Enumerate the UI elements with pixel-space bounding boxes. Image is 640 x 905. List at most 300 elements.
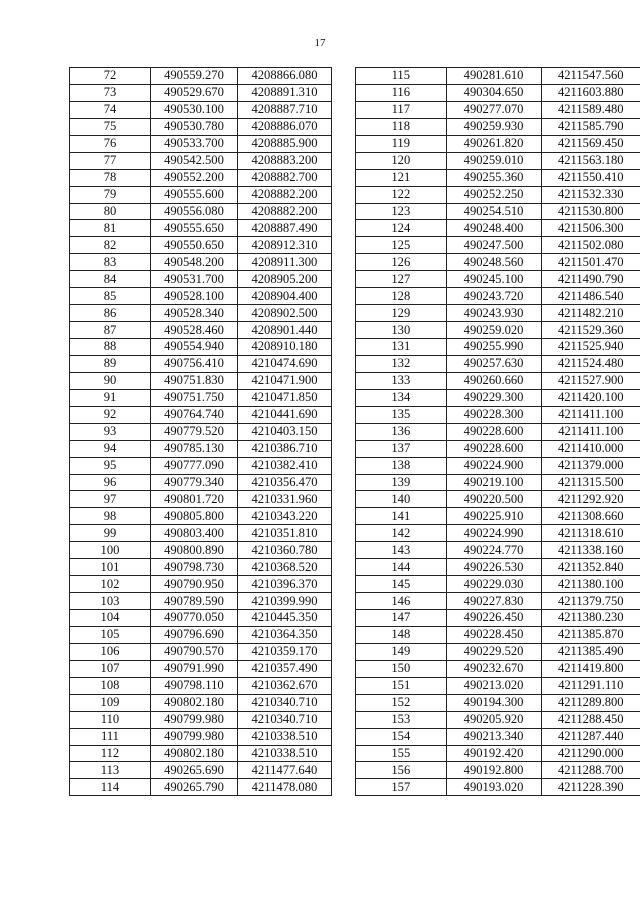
x-coordinate-cell: 490243.930 bbox=[446, 305, 541, 322]
x-coordinate-cell: 490192.800 bbox=[446, 762, 541, 779]
point-number-cell: 144 bbox=[356, 559, 447, 576]
x-coordinate-cell: 490550.650 bbox=[151, 237, 238, 254]
point-number-cell: 96 bbox=[70, 474, 151, 491]
point-number-cell: 137 bbox=[356, 440, 447, 457]
point-number-cell: 114 bbox=[70, 779, 151, 796]
point-number-cell: 119 bbox=[356, 135, 447, 152]
y-coordinate-cell: 4210331.960 bbox=[238, 491, 332, 508]
point-number-cell: 150 bbox=[356, 660, 447, 677]
x-coordinate-cell: 490805.800 bbox=[151, 508, 238, 525]
y-coordinate-cell: 4210399.990 bbox=[238, 593, 332, 610]
y-coordinate-cell: 4211379.000 bbox=[541, 457, 640, 474]
point-number-cell: 135 bbox=[356, 406, 447, 423]
table-row bbox=[356, 576, 640, 593]
table-row bbox=[70, 694, 332, 711]
table-row bbox=[70, 203, 332, 220]
x-coordinate-cell: 490764.740 bbox=[151, 406, 238, 423]
point-number-cell: 149 bbox=[356, 643, 447, 660]
table-row bbox=[70, 643, 332, 660]
table-row bbox=[70, 389, 332, 406]
table-row bbox=[70, 305, 332, 322]
x-coordinate-cell: 490228.300 bbox=[446, 406, 541, 423]
y-coordinate-cell: 4210357.490 bbox=[238, 660, 332, 677]
y-coordinate-cell: 4211385.870 bbox=[541, 626, 640, 643]
x-coordinate-cell: 490751.750 bbox=[151, 389, 238, 406]
y-coordinate-cell: 4211289.800 bbox=[541, 694, 640, 711]
x-coordinate-cell: 490770.050 bbox=[151, 610, 238, 627]
x-coordinate-cell: 490213.020 bbox=[446, 677, 541, 694]
table-row bbox=[70, 728, 332, 745]
y-coordinate-cell: 4210441.690 bbox=[238, 406, 332, 423]
y-coordinate-cell: 4208902.500 bbox=[238, 305, 332, 322]
table-row bbox=[356, 728, 640, 745]
point-number-cell: 85 bbox=[70, 288, 151, 305]
y-coordinate-cell: 4210445.350 bbox=[238, 610, 332, 627]
table-row bbox=[70, 711, 332, 728]
y-coordinate-cell: 4208885.900 bbox=[238, 135, 332, 152]
table-row bbox=[356, 220, 640, 237]
table-row bbox=[356, 152, 640, 169]
table-row bbox=[356, 626, 640, 643]
y-coordinate-cell: 4211291.110 bbox=[541, 677, 640, 694]
point-number-cell: 152 bbox=[356, 694, 447, 711]
x-coordinate-cell: 490529.670 bbox=[151, 84, 238, 101]
page-number: 17 bbox=[314, 37, 326, 49]
point-number-cell: 125 bbox=[356, 237, 447, 254]
y-coordinate-cell: 4211318.610 bbox=[541, 525, 640, 542]
x-coordinate-cell: 490259.020 bbox=[446, 322, 541, 339]
y-coordinate-cell: 4208910.180 bbox=[238, 339, 332, 356]
point-number-cell: 105 bbox=[70, 626, 151, 643]
y-coordinate-cell: 4210364.350 bbox=[238, 626, 332, 643]
y-coordinate-cell: 4208882.200 bbox=[238, 203, 332, 220]
point-number-cell: 112 bbox=[70, 745, 151, 762]
point-number-cell: 134 bbox=[356, 389, 447, 406]
y-coordinate-cell: 4211525.940 bbox=[541, 339, 640, 356]
y-coordinate-cell: 4211228.390 bbox=[541, 779, 640, 796]
point-number-cell: 113 bbox=[70, 762, 151, 779]
y-coordinate-cell: 4211563.180 bbox=[541, 152, 640, 169]
point-number-cell: 92 bbox=[70, 406, 151, 423]
x-coordinate-cell: 490229.030 bbox=[446, 576, 541, 593]
point-number-cell: 78 bbox=[70, 169, 151, 186]
x-coordinate-cell: 490205.920 bbox=[446, 711, 541, 728]
y-coordinate-cell: 4211532.330 bbox=[541, 186, 640, 203]
table-row bbox=[356, 339, 640, 356]
point-number-cell: 157 bbox=[356, 779, 447, 796]
x-coordinate-cell: 490257.630 bbox=[446, 355, 541, 372]
table-row bbox=[356, 68, 640, 85]
table-row bbox=[356, 440, 640, 457]
x-coordinate-cell: 490799.980 bbox=[151, 711, 238, 728]
x-coordinate-cell: 490226.530 bbox=[446, 559, 541, 576]
point-number-cell: 122 bbox=[356, 186, 447, 203]
point-number-cell: 107 bbox=[70, 660, 151, 677]
y-coordinate-cell: 4208887.490 bbox=[238, 220, 332, 237]
table-row bbox=[356, 779, 640, 796]
table-row bbox=[356, 711, 640, 728]
x-coordinate-cell: 490530.100 bbox=[151, 101, 238, 118]
point-number-cell: 141 bbox=[356, 508, 447, 525]
y-coordinate-cell: 4210396.370 bbox=[238, 576, 332, 593]
y-coordinate-cell: 4211478.080 bbox=[238, 779, 332, 796]
table-row bbox=[356, 355, 640, 372]
table-row bbox=[356, 491, 640, 508]
table-row bbox=[356, 237, 640, 254]
y-coordinate-cell: 4210471.850 bbox=[238, 389, 332, 406]
x-coordinate-cell: 490789.590 bbox=[151, 593, 238, 610]
coordinates-table-right bbox=[355, 67, 640, 796]
point-number-cell: 147 bbox=[356, 610, 447, 627]
y-coordinate-cell: 4211506.300 bbox=[541, 220, 640, 237]
y-coordinate-cell: 4208882.200 bbox=[238, 186, 332, 203]
y-coordinate-cell: 4210368.520 bbox=[238, 559, 332, 576]
y-coordinate-cell: 4210356.470 bbox=[238, 474, 332, 491]
y-coordinate-cell: 4208912.310 bbox=[238, 237, 332, 254]
table-row bbox=[70, 745, 332, 762]
table-row bbox=[356, 288, 640, 305]
point-number-cell: 104 bbox=[70, 610, 151, 627]
point-number-cell: 143 bbox=[356, 542, 447, 559]
point-number-cell: 99 bbox=[70, 525, 151, 542]
y-coordinate-cell: 4208905.200 bbox=[238, 271, 332, 288]
point-number-cell: 102 bbox=[70, 576, 151, 593]
point-number-cell: 106 bbox=[70, 643, 151, 660]
table-row bbox=[70, 508, 332, 525]
y-coordinate-cell: 4211477.640 bbox=[238, 762, 332, 779]
point-number-cell: 124 bbox=[356, 220, 447, 237]
point-number-cell: 81 bbox=[70, 220, 151, 237]
table-row bbox=[356, 593, 640, 610]
x-coordinate-cell: 490228.600 bbox=[446, 423, 541, 440]
x-coordinate-cell: 490193.020 bbox=[446, 779, 541, 796]
table-row bbox=[70, 220, 332, 237]
point-number-cell: 77 bbox=[70, 152, 151, 169]
x-coordinate-cell: 490530.780 bbox=[151, 118, 238, 135]
point-number-cell: 140 bbox=[356, 491, 447, 508]
x-coordinate-cell: 490248.560 bbox=[446, 254, 541, 271]
point-number-cell: 126 bbox=[356, 254, 447, 271]
point-number-cell: 109 bbox=[70, 694, 151, 711]
table-row bbox=[356, 643, 640, 660]
x-coordinate-cell: 490803.400 bbox=[151, 525, 238, 542]
table-row bbox=[70, 152, 332, 169]
point-number-cell: 156 bbox=[356, 762, 447, 779]
table-row bbox=[356, 406, 640, 423]
y-coordinate-cell: 4210338.510 bbox=[238, 745, 332, 762]
x-coordinate-cell: 490542.500 bbox=[151, 152, 238, 169]
point-number-cell: 136 bbox=[356, 423, 447, 440]
point-number-cell: 123 bbox=[356, 203, 447, 220]
x-coordinate-cell: 490801.720 bbox=[151, 491, 238, 508]
point-number-cell: 83 bbox=[70, 254, 151, 271]
y-coordinate-cell: 4211380.100 bbox=[541, 576, 640, 593]
table-row bbox=[70, 84, 332, 101]
x-coordinate-cell: 490229.520 bbox=[446, 643, 541, 660]
table-row bbox=[356, 474, 640, 491]
x-coordinate-cell: 490245.100 bbox=[446, 271, 541, 288]
point-number-cell: 100 bbox=[70, 542, 151, 559]
x-coordinate-cell: 490194.300 bbox=[446, 694, 541, 711]
table-row bbox=[70, 322, 332, 339]
y-coordinate-cell: 4210343.220 bbox=[238, 508, 332, 525]
point-number-cell: 79 bbox=[70, 186, 151, 203]
point-number-cell: 73 bbox=[70, 84, 151, 101]
point-number-cell: 117 bbox=[356, 101, 447, 118]
y-coordinate-cell: 4211603.880 bbox=[541, 84, 640, 101]
point-number-cell: 74 bbox=[70, 101, 151, 118]
x-coordinate-cell: 490799.980 bbox=[151, 728, 238, 745]
point-number-cell: 145 bbox=[356, 576, 447, 593]
table-row bbox=[70, 288, 332, 305]
table-row bbox=[70, 355, 332, 372]
x-coordinate-cell: 490756.410 bbox=[151, 355, 238, 372]
y-coordinate-cell: 4211501.470 bbox=[541, 254, 640, 271]
x-coordinate-cell: 490777.090 bbox=[151, 457, 238, 474]
x-coordinate-cell: 490265.690 bbox=[151, 762, 238, 779]
x-coordinate-cell: 490552.200 bbox=[151, 169, 238, 186]
point-number-cell: 93 bbox=[70, 423, 151, 440]
table-row bbox=[356, 745, 640, 762]
table-row bbox=[356, 271, 640, 288]
table-row bbox=[70, 101, 332, 118]
table-row bbox=[70, 68, 332, 85]
y-coordinate-cell: 4211288.700 bbox=[541, 762, 640, 779]
x-coordinate-cell: 490779.340 bbox=[151, 474, 238, 491]
x-coordinate-cell: 490791.990 bbox=[151, 660, 238, 677]
y-coordinate-cell: 4211352.840 bbox=[541, 559, 640, 576]
table-row bbox=[356, 203, 640, 220]
point-number-cell: 90 bbox=[70, 372, 151, 389]
point-number-cell: 138 bbox=[356, 457, 447, 474]
y-coordinate-cell: 4211530.800 bbox=[541, 203, 640, 220]
x-coordinate-cell: 490228.600 bbox=[446, 440, 541, 457]
x-coordinate-cell: 490254.510 bbox=[446, 203, 541, 220]
x-coordinate-cell: 490548.200 bbox=[151, 254, 238, 271]
point-number-cell: 121 bbox=[356, 169, 447, 186]
y-coordinate-cell: 4211308.660 bbox=[541, 508, 640, 525]
y-coordinate-cell: 4211502.080 bbox=[541, 237, 640, 254]
table-row bbox=[70, 423, 332, 440]
table-row bbox=[70, 626, 332, 643]
point-number-cell: 110 bbox=[70, 711, 151, 728]
point-number-cell: 120 bbox=[356, 152, 447, 169]
table-row bbox=[70, 525, 332, 542]
y-coordinate-cell: 4211419.800 bbox=[541, 660, 640, 677]
y-coordinate-cell: 4210362.670 bbox=[238, 677, 332, 694]
point-number-cell: 72 bbox=[70, 68, 151, 85]
y-coordinate-cell: 4210386.710 bbox=[238, 440, 332, 457]
y-coordinate-cell: 4211288.450 bbox=[541, 711, 640, 728]
point-number-cell: 91 bbox=[70, 389, 151, 406]
point-number-cell: 130 bbox=[356, 322, 447, 339]
x-coordinate-cell: 490802.180 bbox=[151, 745, 238, 762]
point-number-cell: 76 bbox=[70, 135, 151, 152]
x-coordinate-cell: 490528.460 bbox=[151, 322, 238, 339]
x-coordinate-cell: 490790.950 bbox=[151, 576, 238, 593]
x-coordinate-cell: 490559.270 bbox=[151, 68, 238, 85]
x-coordinate-cell: 490225.910 bbox=[446, 508, 541, 525]
x-coordinate-cell: 490255.360 bbox=[446, 169, 541, 186]
y-coordinate-cell: 4210338.510 bbox=[238, 728, 332, 745]
table-row bbox=[70, 406, 332, 423]
table-row bbox=[356, 423, 640, 440]
y-coordinate-cell: 4211290.000 bbox=[541, 745, 640, 762]
x-coordinate-cell: 490247.500 bbox=[446, 237, 541, 254]
point-number-cell: 98 bbox=[70, 508, 151, 525]
point-number-cell: 103 bbox=[70, 593, 151, 610]
table-row bbox=[356, 694, 640, 711]
table-row bbox=[356, 762, 640, 779]
y-coordinate-cell: 4211420.100 bbox=[541, 389, 640, 406]
point-number-cell: 89 bbox=[70, 355, 151, 372]
y-coordinate-cell: 4211379.750 bbox=[541, 593, 640, 610]
y-coordinate-cell: 4211292.920 bbox=[541, 491, 640, 508]
x-coordinate-cell: 490220.500 bbox=[446, 491, 541, 508]
point-number-cell: 142 bbox=[356, 525, 447, 542]
point-number-cell: 86 bbox=[70, 305, 151, 322]
table-row bbox=[356, 559, 640, 576]
point-number-cell: 108 bbox=[70, 677, 151, 694]
x-coordinate-cell: 490259.010 bbox=[446, 152, 541, 169]
x-coordinate-cell: 490802.180 bbox=[151, 694, 238, 711]
y-coordinate-cell: 4208866.080 bbox=[238, 68, 332, 85]
table-row bbox=[356, 508, 640, 525]
table-row bbox=[70, 135, 332, 152]
point-number-cell: 82 bbox=[70, 237, 151, 254]
y-coordinate-cell: 4211529.360 bbox=[541, 322, 640, 339]
x-coordinate-cell: 490227.830 bbox=[446, 593, 541, 610]
y-coordinate-cell: 4211550.410 bbox=[541, 169, 640, 186]
table-row bbox=[70, 271, 332, 288]
x-coordinate-cell: 490800.890 bbox=[151, 542, 238, 559]
table-row bbox=[356, 322, 640, 339]
x-coordinate-cell: 490779.520 bbox=[151, 423, 238, 440]
y-coordinate-cell: 4208911.300 bbox=[238, 254, 332, 271]
table-row bbox=[356, 135, 640, 152]
y-coordinate-cell: 4208887.710 bbox=[238, 101, 332, 118]
y-coordinate-cell: 4211524.480 bbox=[541, 355, 640, 372]
x-coordinate-cell: 490790.570 bbox=[151, 643, 238, 660]
point-number-cell: 154 bbox=[356, 728, 447, 745]
point-number-cell: 133 bbox=[356, 372, 447, 389]
y-coordinate-cell: 4211482.210 bbox=[541, 305, 640, 322]
x-coordinate-cell: 490226.450 bbox=[446, 610, 541, 627]
point-number-cell: 101 bbox=[70, 559, 151, 576]
table-row bbox=[356, 101, 640, 118]
table-row bbox=[356, 118, 640, 135]
y-coordinate-cell: 4208891.310 bbox=[238, 84, 332, 101]
y-coordinate-cell: 4211490.790 bbox=[541, 271, 640, 288]
x-coordinate-cell: 490232.670 bbox=[446, 660, 541, 677]
table-row bbox=[70, 542, 332, 559]
point-number-cell: 155 bbox=[356, 745, 447, 762]
y-coordinate-cell: 4211385.490 bbox=[541, 643, 640, 660]
table-row bbox=[70, 457, 332, 474]
table-row bbox=[356, 254, 640, 271]
x-coordinate-cell: 490785.130 bbox=[151, 440, 238, 457]
x-coordinate-cell: 490281.610 bbox=[446, 68, 541, 85]
point-number-cell: 131 bbox=[356, 339, 447, 356]
x-coordinate-cell: 490798.110 bbox=[151, 677, 238, 694]
y-coordinate-cell: 4211380.230 bbox=[541, 610, 640, 627]
point-number-cell: 118 bbox=[356, 118, 447, 135]
table-row bbox=[70, 610, 332, 627]
x-coordinate-cell: 490255.990 bbox=[446, 339, 541, 356]
table-row bbox=[70, 559, 332, 576]
table-row bbox=[356, 186, 640, 203]
x-coordinate-cell: 490252.250 bbox=[446, 186, 541, 203]
table-row bbox=[70, 440, 332, 457]
x-coordinate-cell: 490243.720 bbox=[446, 288, 541, 305]
point-number-cell: 87 bbox=[70, 322, 151, 339]
table-row bbox=[70, 779, 332, 796]
point-number-cell: 115 bbox=[356, 68, 447, 85]
y-coordinate-cell: 4211589.480 bbox=[541, 101, 640, 118]
point-number-cell: 127 bbox=[356, 271, 447, 288]
y-coordinate-cell: 4211411.100 bbox=[541, 406, 640, 423]
point-number-cell: 132 bbox=[356, 355, 447, 372]
x-coordinate-cell: 490219.100 bbox=[446, 474, 541, 491]
table-row bbox=[70, 186, 332, 203]
x-coordinate-cell: 490192.420 bbox=[446, 745, 541, 762]
y-coordinate-cell: 4210474.690 bbox=[238, 355, 332, 372]
point-number-cell: 94 bbox=[70, 440, 151, 457]
x-coordinate-cell: 490798.730 bbox=[151, 559, 238, 576]
x-coordinate-cell: 490554.940 bbox=[151, 339, 238, 356]
table-row bbox=[70, 677, 332, 694]
table-row bbox=[356, 457, 640, 474]
point-number-cell: 151 bbox=[356, 677, 447, 694]
y-coordinate-cell: 4208904.400 bbox=[238, 288, 332, 305]
y-coordinate-cell: 4210360.780 bbox=[238, 542, 332, 559]
coordinates-table-left bbox=[69, 67, 332, 796]
point-number-cell: 88 bbox=[70, 339, 151, 356]
y-coordinate-cell: 4210340.710 bbox=[238, 694, 332, 711]
table-row bbox=[70, 491, 332, 508]
x-coordinate-cell: 490224.990 bbox=[446, 525, 541, 542]
table-row bbox=[70, 576, 332, 593]
table-row bbox=[356, 677, 640, 694]
x-coordinate-cell: 490751.830 bbox=[151, 372, 238, 389]
table-row bbox=[70, 474, 332, 491]
table-row bbox=[70, 372, 332, 389]
y-coordinate-cell: 4210471.900 bbox=[238, 372, 332, 389]
y-coordinate-cell: 4211585.790 bbox=[541, 118, 640, 135]
table-row bbox=[70, 169, 332, 186]
x-coordinate-cell: 490556.080 bbox=[151, 203, 238, 220]
point-number-cell: 75 bbox=[70, 118, 151, 135]
x-coordinate-cell: 490248.400 bbox=[446, 220, 541, 237]
table-row bbox=[70, 660, 332, 677]
table-row bbox=[70, 118, 332, 135]
point-number-cell: 153 bbox=[356, 711, 447, 728]
table-row bbox=[356, 305, 640, 322]
x-coordinate-cell: 490304.650 bbox=[446, 84, 541, 101]
y-coordinate-cell: 4210359.170 bbox=[238, 643, 332, 660]
x-coordinate-cell: 490555.650 bbox=[151, 220, 238, 237]
y-coordinate-cell: 4208901.440 bbox=[238, 322, 332, 339]
y-coordinate-cell: 4210382.410 bbox=[238, 457, 332, 474]
point-number-cell: 129 bbox=[356, 305, 447, 322]
x-coordinate-cell: 490224.900 bbox=[446, 457, 541, 474]
x-coordinate-cell: 490228.450 bbox=[446, 626, 541, 643]
y-coordinate-cell: 4211527.900 bbox=[541, 372, 640, 389]
point-number-cell: 97 bbox=[70, 491, 151, 508]
table-row bbox=[70, 254, 332, 271]
point-number-cell: 111 bbox=[70, 728, 151, 745]
point-number-cell: 146 bbox=[356, 593, 447, 610]
